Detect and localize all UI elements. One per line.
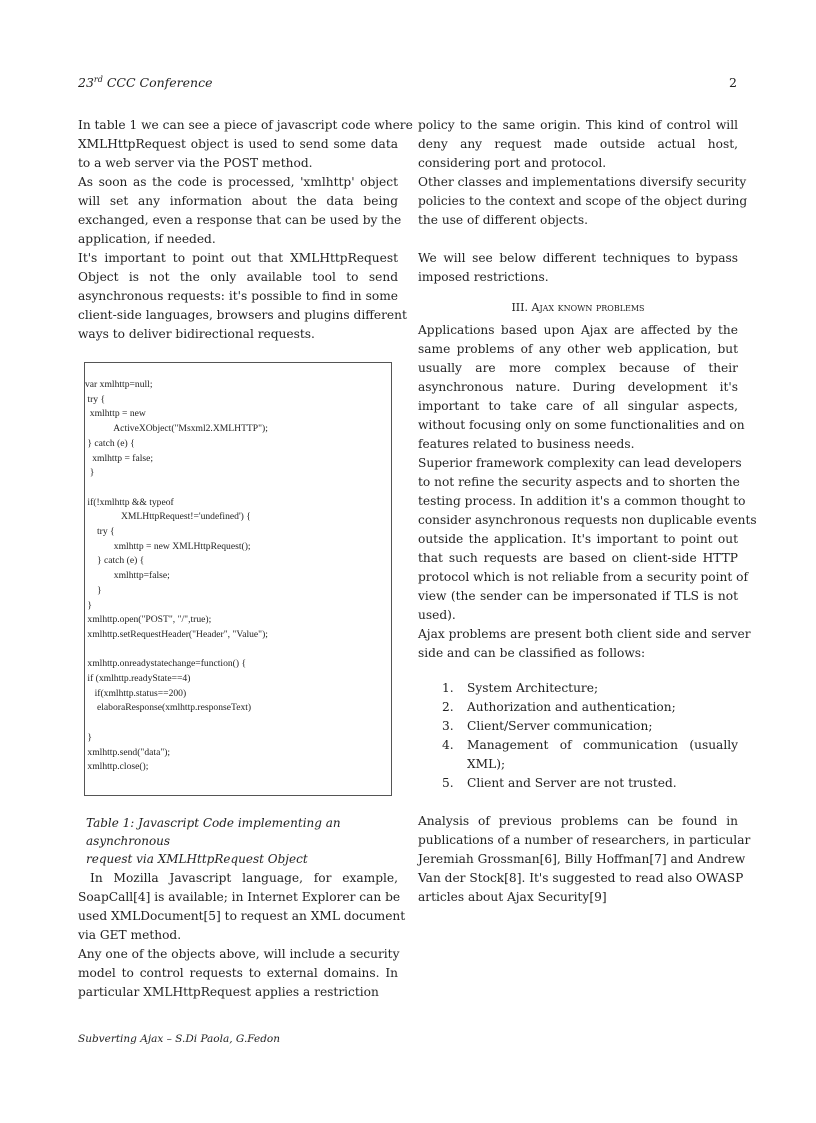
list-item <box>418 736 738 774</box>
list-text: Client and Server are not trusted. <box>467 776 677 790</box>
conference-name: CCC Conference <box>106 75 213 91</box>
text-line: Analysis of previous problems can be found in <box>418 814 738 828</box>
text-line: outside the application. It's important to point out <box>418 532 738 546</box>
code-line: } catch (e) { <box>85 437 135 449</box>
left-body <box>78 869 406 1002</box>
text-line: Other classes and implementations diversify security <box>418 175 747 189</box>
code-line: xmlhttp.onreadystatechange=function() { <box>85 658 247 670</box>
text-line: Jeremiah Grossman[6], Billy Hoffman[7] and Andrew <box>418 852 746 866</box>
text-line: without focusing only on some functionalities and on <box>418 418 745 432</box>
text-line: deny any request made outside actual host, <box>418 137 738 151</box>
text-line: Object is not the only available tool to send <box>78 270 398 284</box>
code-line: xmlhttp = new XMLHttpRequest(); <box>85 540 251 552</box>
list-item <box>418 717 738 736</box>
code-line: xmlhttp = new <box>85 408 146 420</box>
text-line: particular XMLHttpRequest applies a restriction <box>78 985 379 999</box>
text-line: application, if needed. <box>78 232 216 246</box>
text-line: XMLHttpRequest object is used to send some data <box>78 137 398 151</box>
code-line: xmlhttp.setRequestHeader("Header", "Value"); <box>85 628 268 640</box>
text-line: As soon as the code is processed, 'xmlhttp' object <box>78 175 398 189</box>
text-line: In table 1 we can see a piece of javascript code where <box>78 118 413 132</box>
text-line: ways to deliver bidirectional requests. <box>78 327 315 341</box>
list-number: 1. <box>442 681 454 695</box>
code-line: xmlhttp = false; <box>85 452 154 464</box>
page-number: 2 <box>729 75 737 90</box>
text-line: used). <box>418 608 456 622</box>
text-line: same problems of any other web application, but <box>418 342 738 356</box>
code-line: ActiveXObject("Msxml2.XMLHTTP"); <box>85 423 268 435</box>
running-header <box>78 75 213 90</box>
code-line: } <box>85 731 93 743</box>
list-text: Management of communication (usually <box>467 738 738 752</box>
running-footer: Subverting Ajax – S.Di Paola, G.Fedon <box>78 1033 281 1045</box>
text-line: via GET method. <box>78 928 182 942</box>
code-line: if(!xmlhttp && typeof <box>85 496 174 508</box>
text-line: In Mozilla Javascript language, for example, <box>90 871 398 885</box>
section-heading <box>418 301 738 314</box>
list-item <box>418 774 738 793</box>
text-line: We will see below different techniques to bypass <box>418 251 738 265</box>
code-line: if (xmlhttp.readyState==4) <box>85 673 191 684</box>
text-line: to not refine the security aspects and to shorten the <box>418 475 740 489</box>
right-intro <box>418 116 748 287</box>
section-title: Ajax known problems <box>531 301 645 314</box>
conference-number: 23 <box>78 75 94 91</box>
code-line: } catch (e) { <box>85 555 145 567</box>
problems-list <box>418 679 738 793</box>
code-line: elaboraResponse(xmlhttp.responseText) <box>85 702 252 714</box>
text-line: that such requests are based on client-side HTTP <box>418 551 738 565</box>
text-line: consider asynchronous requests non duplicable events <box>418 513 757 527</box>
list-number: 4. <box>442 738 454 752</box>
text-line: exchanged, even a response that can be used by the <box>78 213 402 227</box>
text-line: client-side languages, browsers and plugins different <box>78 308 407 322</box>
right-body <box>418 321 757 663</box>
list-text: Client/Server communication; <box>467 719 653 733</box>
text-line: Superior framework complexity can lead developers <box>418 456 742 470</box>
text-line: to a web server via the POST method. <box>78 156 313 170</box>
text-line: asynchronous nature. During development it's <box>418 380 738 394</box>
text-line: Applications based upon Ajax are affected by the <box>418 323 738 337</box>
code-line: try { <box>85 393 106 405</box>
text-line: view (the sender can be impersonated if TLS is not <box>418 589 738 603</box>
code-listing <box>84 362 392 796</box>
text-line: the use of different objects. <box>418 213 588 227</box>
list-text: XML); <box>467 757 506 771</box>
text-line: model to control requests to external domains. In <box>78 966 398 980</box>
code-line: xmlhttp=false; <box>85 570 170 582</box>
text-line: Any one of the objects above, will include a security <box>78 947 400 961</box>
list-number: 3. <box>442 719 454 733</box>
text-line: used XMLDocument[5] to request an XML document <box>78 909 406 923</box>
text-line: side and can be classified as follows: <box>418 646 646 660</box>
text-line: Van der Stock[8]. It's suggested to read also OWASP <box>418 871 744 885</box>
text-line: articles about Ajax Security[9] <box>418 890 607 904</box>
code-line: XMLHttpRequest!='undefined') { <box>85 511 251 523</box>
left-intro <box>78 116 413 344</box>
text-line: SoapCall[4] is available; in Internet Explorer can be <box>78 890 401 904</box>
code-line: try { <box>85 526 115 537</box>
code-line: xmlhttp.close(); <box>85 761 149 773</box>
text-line: testing process. In addition it's a common thought to <box>418 494 746 508</box>
list-item <box>418 679 738 698</box>
conference-suffix: rd <box>93 75 103 84</box>
caption-line: Table 1: Javascript Code implementing an asynchronous <box>86 816 341 848</box>
text-line: imposed restrictions. <box>418 270 549 284</box>
text-line: considering port and protocol. <box>418 156 607 170</box>
table-caption <box>86 814 396 868</box>
code-line: xmlhttp.open("POST", "/",true); <box>85 614 212 626</box>
caption-line: request via XMLHttpRequest Object <box>86 852 308 866</box>
list-text: System Architecture; <box>467 681 599 695</box>
text-line: important to take care of all singular aspects, <box>418 399 738 413</box>
text-line: policies to the context and scope of the object during <box>418 194 748 208</box>
code-line: } <box>85 584 102 596</box>
right-conclusion <box>418 812 751 907</box>
list-item <box>418 698 738 717</box>
text-line: will set any information about the data being <box>78 194 398 208</box>
text-line: usually are more complex because of their <box>418 361 738 375</box>
text-line: protocol which is not reliable from a security point of <box>418 570 749 584</box>
list-number: 2. <box>442 700 454 714</box>
code-line: var xmlhttp=null; <box>85 379 153 390</box>
text-line: publications of a number of researchers, in particular <box>418 833 751 847</box>
list-text: Authorization and authentication; <box>467 700 676 714</box>
text-line: features related to business needs. <box>418 437 635 451</box>
section-number: III. <box>511 301 528 314</box>
code-line: } <box>85 599 93 611</box>
code-line: xmlhttp.send("data"); <box>85 746 171 758</box>
code-line: } <box>85 467 95 479</box>
code-line: if(xmlhttp.status==200) <box>85 687 187 699</box>
list-number: 5. <box>442 776 454 790</box>
text-line: policy to the same origin. This kind of control will <box>418 118 738 132</box>
text-line: It's important to point out that XMLHttpRequest <box>78 251 398 265</box>
text-line: asynchronous requests: it's possible to find in some <box>78 289 398 303</box>
text-line: Ajax problems are present both client side and server <box>418 627 751 641</box>
